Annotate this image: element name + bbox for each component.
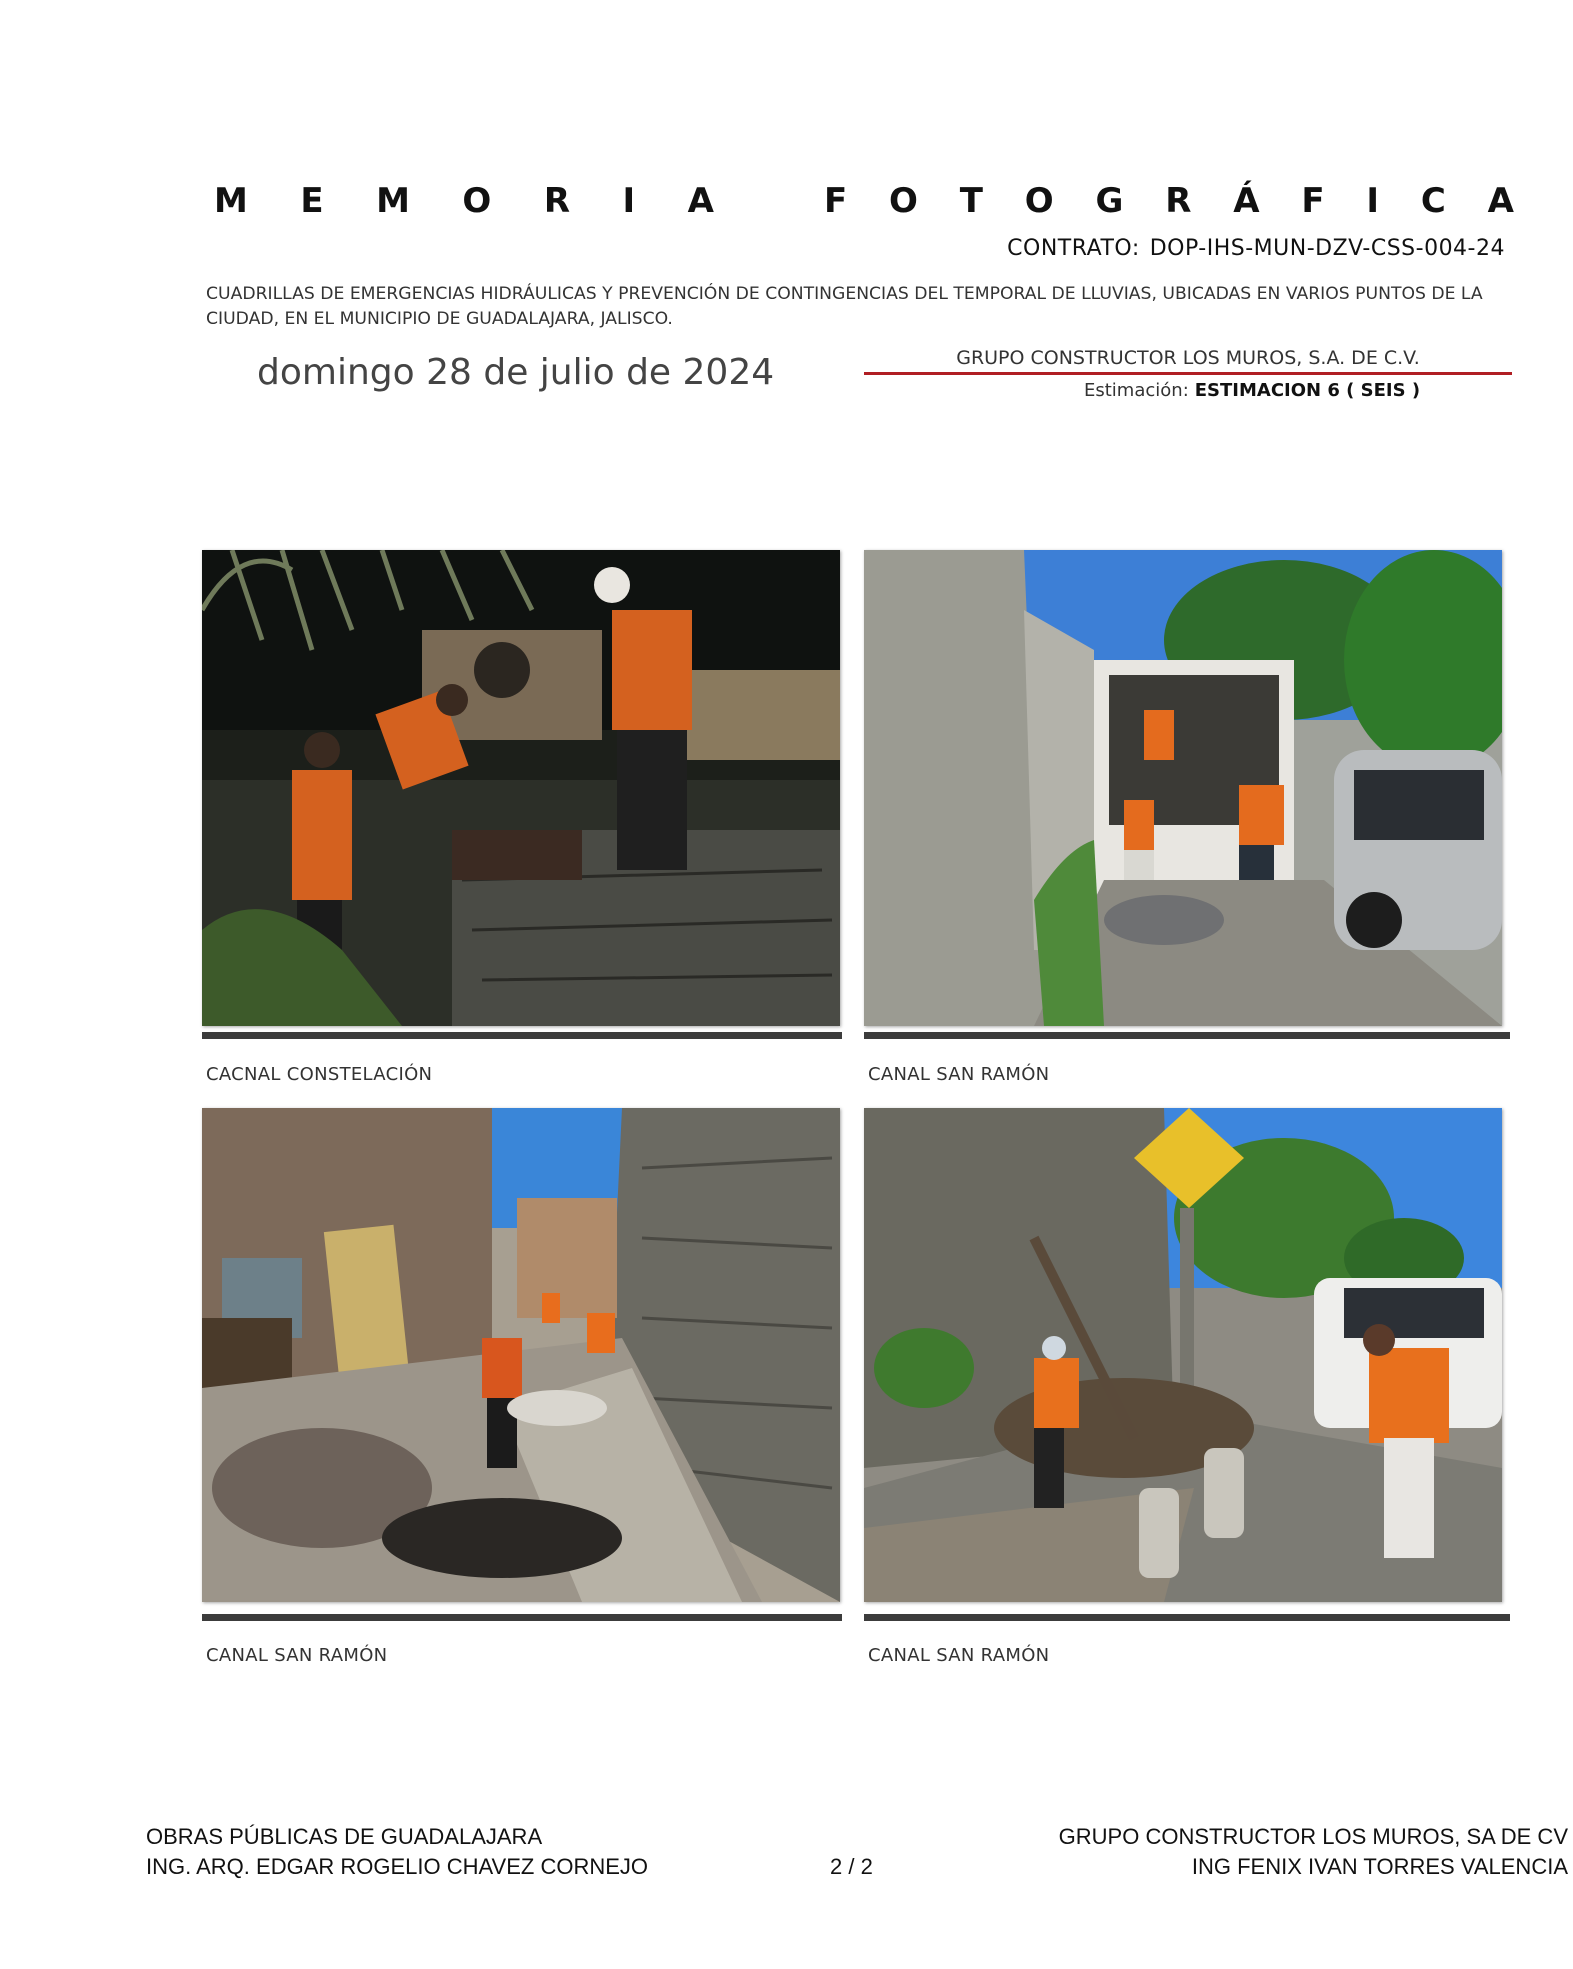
title-letter: F [824, 181, 848, 221]
title-letter: Á [1233, 181, 1260, 221]
title-letter: I [622, 181, 636, 221]
title-letter: I [1366, 181, 1380, 221]
title-letter: F [1301, 181, 1325, 221]
footer-left-line1: OBRAS PÚBLICAS DE GUADALAJARA [146, 1824, 543, 1849]
title-letter: E [300, 181, 324, 221]
estimacion-value: ESTIMACION 6 ( SEIS ) [1194, 380, 1421, 401]
photo-divider-bar [864, 1032, 1510, 1039]
photo-caption: CANAL SAN RAMÓN [868, 1645, 1050, 1666]
footer-right-line2: ING FENIX IVAN TORRES VALENCIA [1191, 1854, 1568, 1879]
photo-divider-bar [202, 1032, 842, 1039]
footer-left [146, 1822, 648, 1882]
title-letter: C [1420, 181, 1446, 221]
title-word-fotografica [824, 181, 1514, 221]
footer-right [1059, 1822, 1568, 1882]
photo-caption: CANAL SAN RAMÓN [206, 1645, 388, 1666]
title-letter: O [1024, 181, 1054, 221]
contract-label: CONTRATO: [1007, 236, 1140, 261]
photo-canal-san-ramon-2 [202, 1108, 840, 1602]
photo-canal-san-ramon-1 [864, 550, 1502, 1026]
title-letter: T [959, 181, 983, 221]
photo-divider-bar [202, 1614, 842, 1621]
title-word-memoria [214, 181, 714, 221]
title-letter: A [687, 181, 714, 221]
title-letter: M [214, 181, 248, 221]
page-number: 2 / 2 [830, 1854, 873, 1879]
title-letter: A [1487, 181, 1514, 221]
footer-left-line2: ING. ARQ. EDGAR ROGELIO CHAVEZ CORNEJO [146, 1854, 649, 1879]
project-description: CUADRILLAS DE EMERGENCIAS HIDRÁULICAS Y PREVENCIÓN DE CONTINGENCIAS DEL TEMPORAL DE LLUVIAS, UBICADAS EN VARIOS PUNTOS DE LA CIUDAD, EN EL MUNICIPIO DE GUADALAJARA, JALISCO. [206, 284, 1483, 329]
title-letter: G [1095, 181, 1124, 221]
title-letter: R [543, 181, 571, 221]
company-underline [864, 372, 1512, 375]
contract-line [1007, 236, 1505, 261]
photo-caption: CANAL SAN RAMÓN [868, 1064, 1050, 1085]
photo-divider-bar [864, 1614, 1510, 1621]
photo-canal-constelacion [202, 550, 840, 1026]
title-letter: O [889, 181, 918, 221]
estimacion-line [1084, 380, 1420, 401]
photo-canal-san-ramon-3 [864, 1108, 1502, 1602]
title-letter: M [376, 181, 410, 221]
title-letter: O [462, 181, 492, 221]
document-title [214, 176, 1514, 226]
report-date: domingo 28 de julio de 2024 [257, 352, 775, 393]
company-name: GRUPO CONSTRUCTOR LOS MUROS, S.A. DE C.V. [956, 347, 1420, 369]
contract-value: DOP-IHS-MUN-DZV-CSS-004-24 [1149, 236, 1505, 261]
title-letter: R [1165, 181, 1192, 221]
footer-right-line1: GRUPO CONSTRUCTOR LOS MUROS, SA DE CV [1058, 1824, 1568, 1849]
photo-caption: CACNAL CONSTELACIÓN [206, 1064, 433, 1085]
estimacion-label: Estimación: [1084, 380, 1189, 401]
